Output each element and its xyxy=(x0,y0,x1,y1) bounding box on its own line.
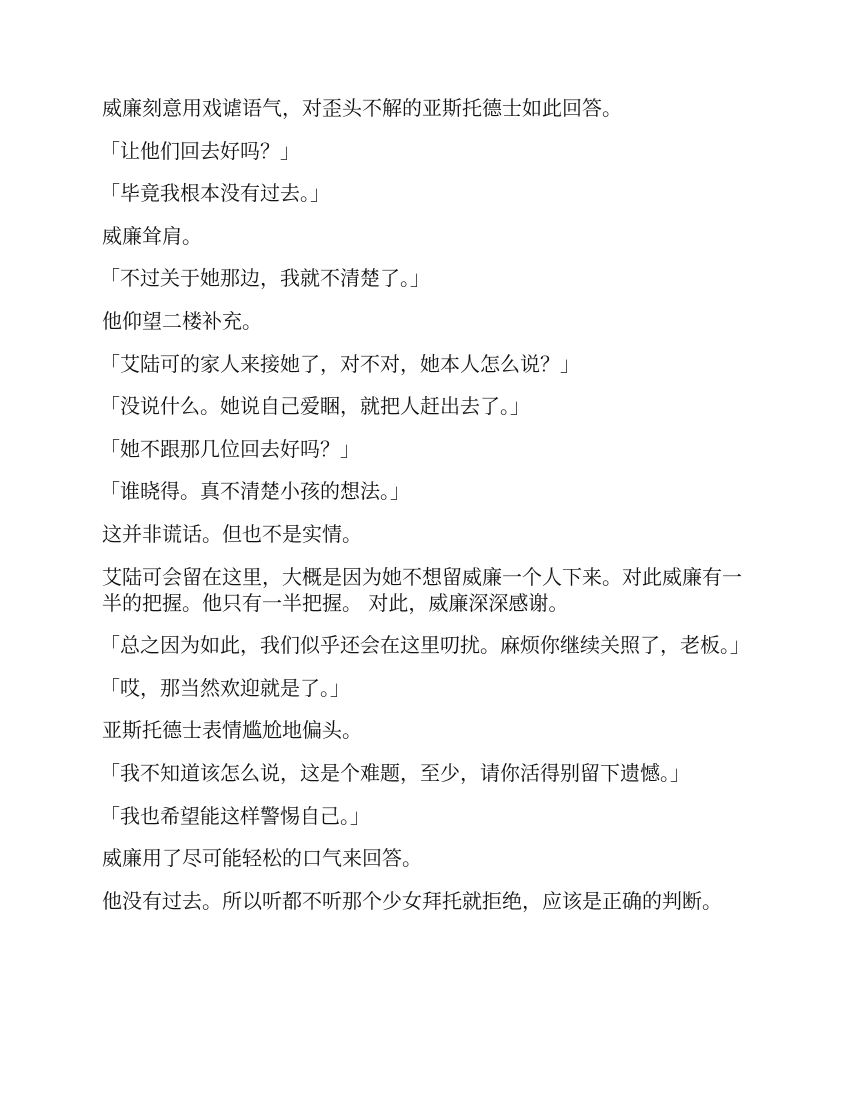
paragraph-dialogue: 「不过关于她那边，我就不清楚了。」 xyxy=(100,266,430,291)
paragraph-dialogue: 「我不知道该怎么说，这是个难题，至少，请你活得别留下遗憾。」 xyxy=(100,760,690,785)
paragraph-narration: 威廉刻意用戏谑语气，对歪头不解的亚斯托德士如此回答。 xyxy=(102,96,622,120)
paragraph-dialogue: 「谁晓得。真不清楚小孩的想法。」 xyxy=(100,479,410,504)
paragraph-dialogue: 「让他们回去好吗？」 xyxy=(100,138,300,163)
paragraph-dialogue: 「我也希望能这样警惕自己。」 xyxy=(100,803,370,828)
paragraph-dialogue: 「她不跟那几位回去好吗？」 xyxy=(100,436,360,461)
document-body xyxy=(102,95,752,930)
paragraph-narration: 威廉耸肩。 xyxy=(102,223,202,248)
paragraph-dialogue: 「毕竟我根本没有过去。」 xyxy=(100,181,330,206)
paragraph-narration: 这并非谎话。但也不是实情。 xyxy=(102,521,362,546)
paragraph-dialogue: 「哎，那当然欢迎就是了。」 xyxy=(100,675,350,700)
paragraph-narration: 他没有过去。所以听都不听那个少女拜托就拒绝，应该是正确的判断。 xyxy=(102,888,722,913)
paragraph-narration: 艾陆可会留在这里，大概是因为她不想留威廉一个人下来。对此威廉有一半的把握。他只有一半把握。 对此，威廉深深感谢。 xyxy=(102,564,742,615)
paragraph-dialogue: 「总之因为如此，我们似乎还会在这里叨扰。麻烦你继续关照了，老板。」 xyxy=(100,633,750,658)
paragraph-narration: 亚斯托德士表情尴尬地偏头。 xyxy=(102,718,362,743)
paragraph-dialogue: 「没说什么。她说自己爱睏，就把人赶出去了。」 xyxy=(100,394,530,419)
paragraph-narration: 他仰望二楼补充。 xyxy=(102,308,262,333)
paragraph-dialogue: 「艾陆可的家人来接她了，对不对，她本人怎么说？」 xyxy=(100,351,580,376)
paragraph-narration: 威廉用了尽可能轻松的口气来回答。 xyxy=(102,846,422,871)
